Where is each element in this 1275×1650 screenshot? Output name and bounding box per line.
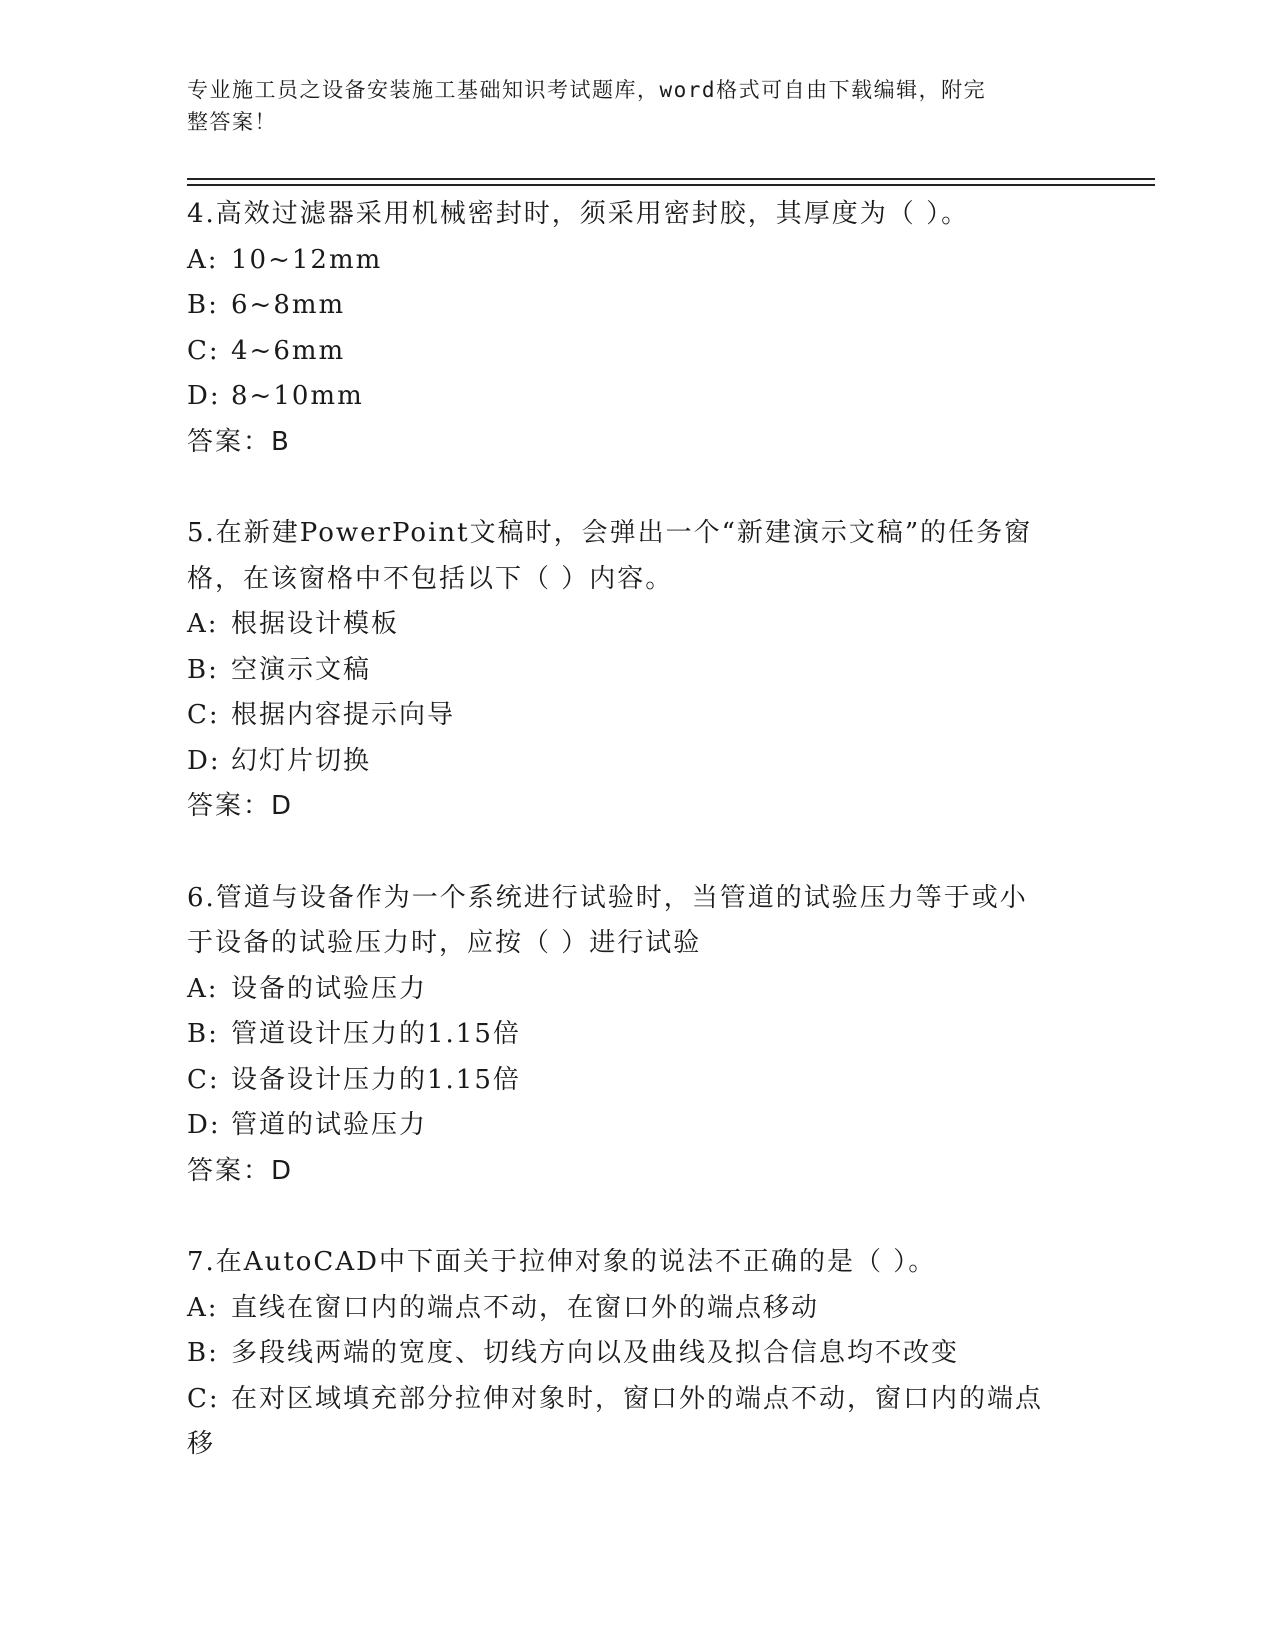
answer: 答案：D <box>187 791 294 821</box>
option-a: A: 设备的试验压力 <box>187 973 428 1004</box>
question-text: 7.在AutoCAD中下面关于拉伸对象的说法不正确的是（ ）。 <box>187 1247 937 1277</box>
option-b: B: 6~8mm <box>187 290 346 320</box>
answer: 答案：D <box>187 1155 294 1186</box>
option-c: C: 4~6mm <box>187 335 346 366</box>
option-b: B: 多段线两端的宽度、切线方向以及曲线及拟合信息均不改变 <box>187 1338 960 1368</box>
option-c: C: 根据内容提示向导 <box>187 700 456 730</box>
option-b: B: 空演示文稿 <box>187 654 372 685</box>
question-text: 4.高效过滤器采用机械密封时，须采用密封胶，其厚度为（ ）。 <box>187 199 970 229</box>
option-d: D: 8~10mm <box>187 381 364 411</box>
answer: 答案：B <box>187 426 291 457</box>
question-text: 于设备的试验压力时，应按（ ）进行试验 <box>187 928 702 958</box>
option-a: A: 10~12mm <box>187 244 383 275</box>
question-text: 6.管道与设备作为一个系统进行试验时，当管道的试验压力等于或小 <box>187 882 1028 913</box>
question-7 <box>187 1240 1087 1468</box>
question-list <box>187 192 1087 1514</box>
question-text: 5.在新建PowerPoint文稿时，会弹出一个“新建演示文稿”的任务窗 <box>187 518 1033 548</box>
option-a: A: 根据设计模板 <box>187 609 400 639</box>
option-c-continued: 移 <box>187 1429 216 1459</box>
document-header <box>187 74 1067 138</box>
question-text: 格，在该窗格中不包括以下（ ）内容。 <box>187 563 674 594</box>
question-6 <box>187 876 1087 1195</box>
option-b: B: 管道设计压力的1.15倍 <box>187 1019 521 1049</box>
option-c: C: 设备设计压力的1.15倍 <box>187 1064 521 1095</box>
header-divider-top <box>187 178 1155 180</box>
option-d: D: 管道的试验压力 <box>187 1110 428 1140</box>
header-line-1: 专业施工员之设备安装施工基础知识考试题库，word格式可自由下载编辑，附完 <box>187 78 987 102</box>
header-line-2: 整答案！ <box>187 110 277 134</box>
option-a: A: 直线在窗口内的端点不动，在窗口外的端点移动 <box>187 1292 820 1323</box>
option-c: C: 在对区域填充部分拉伸对象时，窗口外的端点不动，窗口内的端点 <box>187 1383 1044 1414</box>
question-4 <box>187 192 1087 465</box>
header-divider-bottom <box>187 184 1155 186</box>
question-5 <box>187 511 1087 830</box>
option-d: D: 幻灯片切换 <box>187 745 372 776</box>
